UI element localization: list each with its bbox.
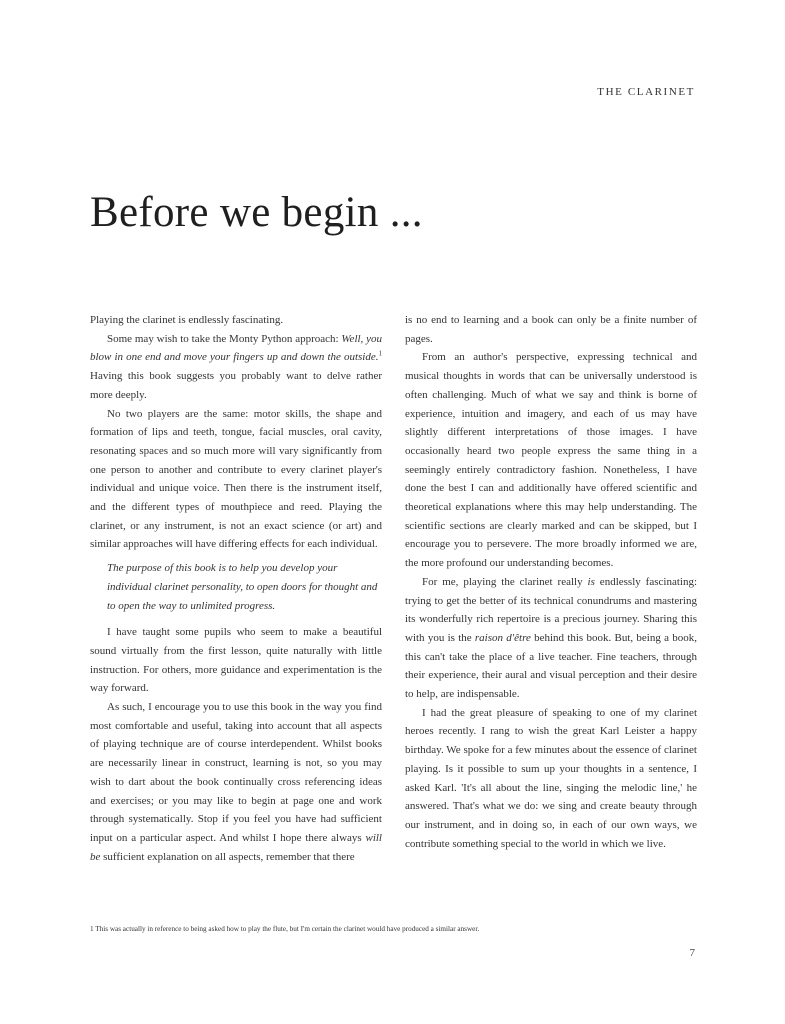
text-run: behind this book. But, being a book, this can't take the place of a live teacher. Fine teachers, through their experience, their aural and visual perception and their desire to help, are indispensable. <box>405 631 697 701</box>
right-column <box>405 311 697 853</box>
paragraph <box>90 330 382 405</box>
paragraph: I have taught some pupils who seem to make a beautiful sound virtually from the first lesson, quite naturally with little instruction. For others, more guidance and experimentation is the way forward. <box>90 626 382 695</box>
text-run: Some may wish to take the Monty Python approach: <box>107 332 342 345</box>
text-run: endlessly fascinating: trying to get the better of its technical conundrums and mastering its wonderfully rich repertoire is a precious journey. Sharing this with you is the <box>405 575 697 644</box>
text-run: As such, I encourage you to use this book in the way you find most comfortable and useful, taking into account that all aspects of playing technique are of course interdependent. Whilst books are necessarily linear in construct, learning is not, so you may wish to dart about the book continually cross referencing ideas and exercises; or you may like to begin at page one and work through systematically. Stop if you feel you have had sufficient input on a particular aspect. And whilst I hope there always <box>90 701 382 844</box>
paragraph: I had the great pleasure of speaking to one of my clarinet heroes recently. I rang to wish the great Karl Leister a happy birthday. We spoke for a few minutes about the essence of clarinet playing. Is it possible to sum up your thoughts in a sentence, I asked Karl. 'It's all about the line, singing the melodic line,' he answered. That's what we do: we sing and create beauty through our instrument, and in doing so, in each of our own ways, we contribute something special to the world in which we live. <box>405 706 697 850</box>
running-head: THE CLARINET <box>597 86 695 98</box>
footnote-marker[interactable]: 1 <box>378 349 382 358</box>
text-run: Having this book suggests you probably want to delve rather more deeply. <box>90 370 382 401</box>
paragraph <box>90 698 382 866</box>
paragraph <box>405 573 697 704</box>
paragraph: Playing the clarinet is endlessly fascinating. <box>90 314 284 326</box>
page-number: 7 <box>689 947 695 959</box>
italic-quote: Well, you blow in one end and move your fingers up and down the outside. <box>90 332 383 364</box>
pull-quote: The purpose of this book is to help you develop your individual clarinet personality, to open doors for thought and to open the way to unlimited progress. <box>107 562 378 612</box>
emphasis: will be <box>90 831 382 863</box>
emphasis: raison d'être <box>474 631 531 644</box>
paragraph: No two players are the same: motor skills, the shape and formation of lips and teeth, tongue, facial muscles, oral cavity, resonating spaces and so much more will vary significantly from one person to another and contribute to every clarinet player's individual and unique voice. Then there is the instrument itself, and the different types of mouthpiece and reed. Playing the clarinet, or any instrument, is not an exact science (or art) and similar approaches will have differing effects for each individual. <box>90 407 382 551</box>
paragraph: is no end to learning and a book can only be a finite number of pages. <box>405 314 697 345</box>
text-run: sufficient explanation on all aspects, remember that there <box>100 850 355 863</box>
emphasis: is <box>587 575 595 588</box>
text-run: For me, playing the clarinet really <box>422 575 588 588</box>
footnote: 1 This was actually in reference to being asked how to play the flute, but I'm certain the clarinet would have produced a similar answer. <box>90 925 480 933</box>
chapter-title: Before we begin ... <box>90 189 423 236</box>
left-column <box>90 311 382 866</box>
paragraph: From an author's perspective, expressing technical and musical thoughts in words that can be universally understood is often challenging. Much of what we say and think is borne of experience, intuition and imagery, and each of us may have slightly different interpretations of those images. I have occasionally heard two people express the same thing in a seemingly entirely contradictory fashion. Nonetheless, I have done the best I can and additionally have offered scientific and theoretical explanations where this may help understanding. The scientific sections are clearly marked and can be skipped, but I encourage you to persevere. The more broadly informed we are, the more profound our understanding becomes. <box>405 351 697 570</box>
